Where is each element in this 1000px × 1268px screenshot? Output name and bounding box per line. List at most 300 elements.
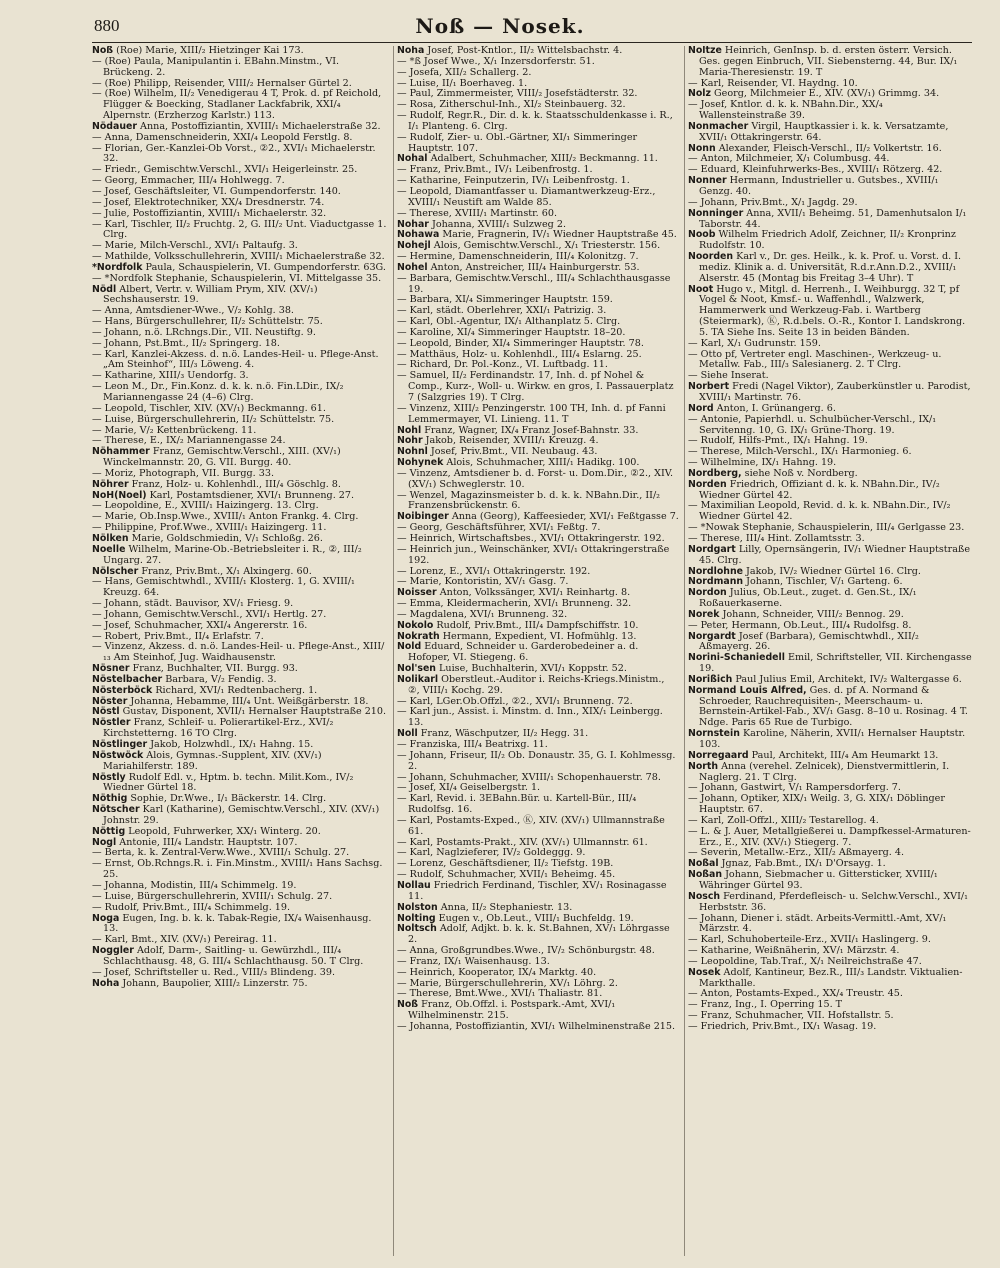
entry-surname: Nöstl (92, 706, 120, 718)
entry-surname: Noggler (92, 945, 134, 957)
entry-surname: Nonner (688, 175, 727, 187)
entry-details: — Anna, Amtsdiener-Wwe., V/₂ Kohlg. 38. (92, 305, 294, 317)
entry-details: — Julie, Postoffiziantin, XVIII/₁ Michaelerstr. 32. (92, 207, 327, 219)
entry-details: — Franz, Schuhmacher, VII. Hofstallstr. 5. (688, 1010, 894, 1022)
entry-details: — Franz, Ing., I. Operring 15. T (688, 999, 843, 1011)
entry-details: — Samuel, II/₂ Ferdinandstr. 17, Inh. d. pf Nohel & Comp., Kurz-, Woll- u. Wirkw. en gros, I. Passauerplatz 7 (Salzgries 19). T Clrg. (397, 370, 674, 403)
entry-details: Anton, I. Grünangerg. 6. (713, 402, 836, 414)
entry-details: — Johann, n.ö. LRchngs.Dir., VII. Neustiftg. 9. (92, 326, 316, 338)
entry-details: — Therese, Milch-Verschl., IX/₁ Harmonieg. 6. (688, 446, 912, 458)
entry-details: (Roe) Marie, XIII/₂ Hietzinger Kai 173. (113, 46, 304, 56)
entry-details: — Karl, X/₁ Gudrunstr. 159. (688, 337, 821, 349)
entry-details: Franz, Wagner, IX/₄ Franz Josef-Bahnstr. 33. (421, 424, 639, 436)
entry-details: — Rudolf, Regr.R., Dir. d. k. k. Staatsschuldenkasse i. R., I/₁ Planteng. 6. Clrg. (397, 110, 673, 132)
directory-entry (688, 827, 972, 849)
directory-entry (688, 686, 972, 729)
entry-details: — Leon M., Dr., Fin.Konz. d. k. k. n.ö. Fin.LDir., IX/₂ Mariannengasse 24 (4–6) Clrg. (92, 381, 344, 403)
entry-details: — Barbara, Gemischtw.Verschl., III/₄ Schlachthausgasse 19. (397, 272, 671, 295)
entry-details: — Johann, Gemischtw.Verschl., XVI/₁ Hertlg. 27. (92, 608, 327, 620)
entry-details: Leopold, Fuhrwerker, XX/₁ Winterg. 20. (125, 825, 321, 837)
directory-entry (688, 100, 972, 122)
directory-entry (92, 57, 388, 79)
entry-surname: Noll (397, 728, 418, 740)
entry-surname: Nohawa (397, 229, 440, 241)
entry-details: — Leopold, Diamantfasser u. Diamantwerkzeug-Erz., XVIII/₁ Neustift am Walde 85. (397, 185, 656, 208)
entry-details: — Mathilde, Volksschullehrerin, XVIII/₁ Michaelerstraße 32. (92, 251, 385, 263)
directory-entry (688, 122, 972, 144)
page-number: 880 (94, 16, 120, 35)
entry-surname: Nöster (92, 695, 128, 707)
directory-entry (397, 111, 679, 133)
entry-details: Richard, XVI/₁ Redtenbacherg. 1. (152, 684, 318, 696)
entry-details: Franz, Holz- u. Kohlenhdl., III/₄ Göschlg. 8. (128, 478, 341, 490)
entry-details: — Heinrich jun., Weinschänker, XVI/₁ Ottakringerstraße 192. (397, 543, 670, 566)
directory-entry (92, 773, 388, 795)
entry-details: Fredi (Nagel Viktor), Zauberkünstler u. Parodist, XVIII/₁ Martinstr. 76. (699, 381, 971, 403)
entry-details: Wilhelm Friedrich Adolf, Zeichner, II/₂ Kronprinz Rudolfstr. 10. (699, 229, 956, 252)
entry-details: — Vinzenz, Akzess. d. n.ö. Landes-Heil- u. Pflege-Anst., XIII/₁₃ Am Steinhof, Jug. Waidhausenstr. (92, 641, 385, 664)
entry-surname: Noelle (92, 543, 126, 555)
entry-details: — Hermine, Damenschneiderin, III/₄ Kolonitzg. 7. (397, 251, 639, 263)
entry-details: — Josef, Elektrotechniker, XX/₄ Dresdnerstr. 74. (92, 196, 325, 208)
entry-surname: Nohejl (397, 240, 431, 252)
entry-surname: Nohel (397, 261, 428, 273)
entry-details: Rudolf Edl. v., Hptm. b. techn. Milit.Kom., IV/₂ Wiedner Gürtel 18. (103, 771, 354, 794)
directory-entry (688, 870, 972, 892)
entry-details: Ferdinand, Pferdefleisch- u. Selchw.Verschl., XVI/₁ Herbststr. 36. (699, 890, 968, 913)
entry-details: — Karl, Postamts-Prakt., XIV. (XV/₁) Ullmannstr. 61. (397, 836, 648, 848)
entry-details: — Leopold, Tischler, XIV. (XV/₁) Beckmanng. 61. (92, 402, 326, 414)
entry-details: Adolf, Kantineur, Bez.R., III/₃ Landstr. Viktualien-Markthalle. (699, 966, 963, 989)
entry-details: Jakob, Holzwhdl., IX/₁ Hahng. 15. (147, 739, 314, 750)
entry-details: — Karl, Zoll-Offzl., XIII/₂ Testarellog. 4. (688, 814, 879, 826)
entry-details: Adalbert, Schuhmacher, XIII/₂ Beckmanng. 11. (427, 153, 658, 165)
entry-details: Eugen, Ing. b. k. k. Tabak-Regie, IX/₄ Waisenhausg. 13. (103, 912, 372, 935)
entry-details: — Heinrich, Wirtschaftsbes., XVI/₁ Ottakringerstr. 192. (397, 532, 665, 544)
directory-entry (688, 545, 972, 567)
entry-details: — Lorenz, E., XVI/₁ Ottakringerstr. 192. (397, 565, 591, 577)
directory-entry (397, 545, 679, 567)
entry-details: — Karoline, XI/₄ Simmeringer Hauptstr. 18–20. (397, 326, 626, 338)
entry-details: — Leopoldine, E., XVIII/₁ Haizingerg. 13. Clrg. (92, 500, 319, 512)
entry-details: Sophie, Dr.Wwe., I/₁ Bäckerstr. 14. Clrg. (127, 793, 327, 805)
directory-entry (688, 588, 972, 610)
entry-details: Antonie, III/₄ Landstr. Hauptstr. 107. (116, 836, 298, 848)
entry-details: — Marie, V/₂ Kettenbrückeng. 11. (92, 424, 257, 436)
entry-details: — (Roe) Paula, Manipulantin i. EBahn.Minstm., VI. Brückeng. 2. (92, 55, 340, 78)
entry-details: Franz, Ob.Offzl. i. Postspark.-Amt, XVI/₁ Wilhelminenstr. 215. (408, 999, 616, 1022)
entry-details: — Therese, E., IX/₂ Mariannengasse 24. (92, 435, 286, 447)
entry-details: — Georg, Emmacher, III/₄ Hohlwegg. 7. (92, 175, 285, 187)
entry-details: — Karl, Schuhoberteile-Erz., XVII/₁ Haslingerg. 9. (688, 934, 931, 946)
entry-details: — Robert, Priv.Bmt., II/₄ Erlafstr. 7. (92, 630, 264, 642)
entry-details: — Leopold, Binder, XI/₄ Simmeringer Hauptstr. 78. (397, 337, 644, 349)
entry-details: — Marie, Milch-Verschl., XVI/₁ Paltaufg. 3. (92, 240, 298, 252)
directory-entry (688, 415, 972, 437)
entry-details: — Peter, Hermann, Ob.Leut., III/₄ Rudolfsg. 8. (688, 619, 912, 631)
directory-entry (688, 285, 972, 339)
entry-surname: Norregaard (688, 749, 749, 761)
entry-details: — Johann, Optiker, XIX/₁ Weilg. 3, G. XIX/₁ Döblinger Hauptstr. 67. (688, 793, 945, 816)
entry-details: — Luise, Bürgerschullehrerin, XVIII/₁ Schulg. 27. (92, 890, 333, 902)
directory-entry (92, 642, 388, 664)
header-rule (92, 42, 972, 43)
directory-entry (92, 350, 388, 372)
entry-details: Johann, Siebmacher u. Gittersticker, XVIII/₁ Währinger Gürtel 93. (699, 869, 938, 891)
running-head: Noß — Nosek. (415, 14, 585, 38)
entry-surname: Noltsch (397, 923, 437, 935)
entry-details: — Antonie, Papierhdl. u. Schulbücher-Verschl., IX/₁ Servitenng. 10, G. IX/₁ Grüne-Thorg. 19. (688, 413, 937, 436)
entry-details: — Luise, Bürgerschullehrerin, II/₂ Schüttelstr. 75. (92, 413, 335, 425)
entry-details: Anna, XVII/₁ Beheimg. 51, Damenhutsalon I/₁ Taborstr. 44. (699, 207, 967, 230)
entry-surname: Nödl (92, 283, 117, 295)
entry-details: — *ß Josef Wwe., X/₁ Inzersdorferstr. 51. (397, 55, 595, 67)
entry-surname: Nol'sen (397, 663, 436, 675)
entry-details: Jakob, IV/₂ Wiedner Gürtel 16. Clrg. (742, 565, 921, 577)
entry-details: — Katharine, Feinputzerin, IV/₁ Leibenfrostg. 1. (397, 175, 630, 187)
directory-entry (92, 946, 388, 968)
directory-entry (92, 718, 388, 740)
directory-entry (688, 176, 972, 198)
entry-details: siehe Noß v. Nordberg. (741, 467, 858, 479)
entry-surname: Nöhammer (92, 446, 150, 458)
directory-entry (397, 924, 679, 946)
directory-entry (92, 144, 388, 166)
entry-details: — Georg, Geschäftsführer, XVI/₁ Feßtg. 7. (397, 522, 601, 534)
entry-surname: Nogl (92, 836, 117, 848)
entry-details: Johann, Schneider, VIII/₂ Bennog. 29. (719, 608, 904, 620)
entry-details: Wilhelm, Marine-Ob.-Betriebsleiter i. R., ②, III/₂ Ungarg. 27. (103, 543, 362, 566)
directory-entry (688, 914, 972, 936)
entry-details: — Anton, Postamts-Exped., XX/₄ Treustr. 45. (688, 988, 903, 1000)
entry-surname: Nordon (688, 587, 727, 599)
directory-entry (92, 805, 388, 827)
entry-details: Anna (verehel. Zelnicek), Dienstvermittlerin, I. Naglerg. 21. T Clrg. (699, 760, 950, 783)
entry-details: — Josef, Schuhmacher, XXI/₄ Angererstr. 16. (92, 619, 308, 631)
entry-surname: Nöstler (92, 717, 131, 729)
entry-details: Barbara, V/₂ Fendig. 3. (162, 673, 277, 685)
entry-details: — Johann, Pst.Bmt., II/₂ Springerg. 18. (92, 337, 280, 349)
entry-details: Franz, Buchhalter, VII. Burgg. 93. (129, 663, 298, 675)
directory-entry (397, 469, 679, 491)
entry-surname: Nornstein (688, 728, 740, 740)
entry-details: — Karl, Obl.-Agentur, IX/₁ Althanplatz 5. Clrg. (397, 316, 621, 328)
entry-surname: Nord (688, 402, 714, 414)
entry-details: — (Roe) Wilhelm, II/₂ Venedigerau 4 T, Prok. d. pf Reichold, Flügger & Boecking, Stadlaner Lackfabrik, XXI/₄ Alpernstr. (Erzherzog Karlstr.) 113. (92, 88, 382, 122)
entry-details: Alois, Schuhmacher, XIII/₁ Hadikg. 100. (443, 457, 640, 469)
entry-details: — Wenzel, Magazinsmeister b. d. k. k. NBahn.Dir., II/₂ Franzensbrückenstr. 6. (397, 489, 661, 512)
directory-entry (397, 881, 679, 903)
entry-surname: Nöstwöck (92, 749, 144, 761)
entry-details: — Moriz, Photograph, VII. Burgg. 33. (92, 467, 275, 479)
entry-details: — Anna, Damenschneiderin, XXI/₄ Leopold Ferstlg. 8. (92, 131, 353, 143)
entry-surname: Nohynek (397, 457, 444, 469)
entry-surname: Noga (92, 912, 120, 924)
entry-details: Paul Julius Emil, Architekt, IV/₂ Waltergasse 6. (732, 673, 962, 685)
entry-details: — Karl jun., Assist. i. Minstm. d. Inn., XIX/₁ Leinbergg. 13. (397, 706, 663, 729)
entry-details: — Ernst, Ob.Rchngs.R. i. Fin.Minstm., XVIII/₁ Hans Sachsg. 25. (92, 858, 383, 881)
entry-details: — Marie, Kontoristin, XV/₁ Gasg. 7. (397, 576, 569, 588)
directory-entry (688, 46, 972, 79)
entry-details: — Josefa, XII/₂ Schallerg. 2. (397, 66, 532, 78)
entry-surname: *Nordfolk (92, 261, 143, 273)
entry-details: — Magdalena, XVI/₁ Brunneng. 32. (397, 608, 568, 620)
entry-details: Alois, Gymnas.-Supplent, XIV. (XV/₁) Mariahilferstr. 189. (103, 749, 322, 772)
entry-details: — Karl, Kanzlei-Akzess. d. n.ö. Landes-Heil- u. Pflege-Anst. „Am Steinhof“, III/₃ Löweng. 4. (92, 348, 379, 371)
entry-surname: Nolz (688, 88, 711, 100)
entry-details: — Wilhelmine, IX/₁ Hahng. 19. (688, 457, 837, 469)
entry-details: Anna, Postoffiziantin, XVIII/₁ Michaelerstraße 32. (136, 120, 381, 132)
column-1 (92, 46, 388, 1256)
entry-surname: Nohl (397, 424, 422, 436)
columns (92, 46, 972, 1256)
entry-details: Oberstleut.-Auditor i. Reichs-Kriegs.Ministm., ②, VIII/₁ Kochg. 29. (408, 673, 665, 696)
entry-surname: Nohar (397, 218, 429, 230)
entry-details: — Karl, Revid. i. 3EBahn.Bür. u. Kartell-Bür., III/₄ Rudolfsg. 16. (397, 793, 637, 816)
entry-details: Johann, Baupolier, XIII/₂ Linzerstr. 75. (119, 977, 308, 989)
entry-details: — Marie, Bürgerschullehrerin, XV/₁ Löhrg. 2. (397, 977, 618, 989)
entry-surname: Nordmann (688, 576, 744, 588)
entry-details: — Johann, städt. Bauvisor, XV/₁ Friesg. 9. (92, 598, 294, 610)
entry-details: — Karl, Bmt., XIV. (XV/₁) Pereirag. 11. (92, 934, 277, 946)
entry-details: — Friedr., Gemischtw.Verschl., XVI/₁ Heigerleinstr. 25. (92, 164, 358, 176)
entry-details: Franz, Gemischtw.Verschl., XIII. (XV/₁) Winckelmannstr. 20, G. VII. Burgg. 40. (103, 446, 341, 469)
entry-details: Hugo v., Mitgl. d. Herrenh., I. Weihburgg. 32 T, pf Vogel & Noot, Kmsf.- u. Waffenhdl., Walzwerk, Hammerwerk und Werkzeug-Fab. i. Wartberg (Steiermark), Ⓚ, R.d.bels. O.-R., Kontor I. Landskrong. 5. TA Siehe Ins. Seite 13 in beiden Bänden. (699, 283, 966, 338)
entry-details: — Therese, III/₄ Hint. Zollamtsstr. 3. (688, 532, 865, 544)
entry-details: — Katharine, Weißnäherin, XV/₁ Märzstr. 4. (688, 945, 900, 957)
entry-details: Adolf, Darm-, Saitling- u. Gewürzhdl., III/₄ Schlachthausg. 48, G. III/₄ Schlachthausg. 50. T Clrg. (103, 945, 364, 967)
entry-details: — Barbara, XI/₄ Simmeringer Hauptstr. 159. (397, 294, 613, 306)
entry-details: — Emma, Kleidermacherin, XVI/₁ Brunneng. 32. (397, 598, 632, 610)
entry-details: Adolf, Adjkt. b. k. k. St.Bahnen, XV/₁ Löhrgasse 2. (408, 923, 670, 946)
entry-surname: Noibinger (397, 511, 449, 523)
directory-entry (92, 914, 388, 936)
entry-details: — Otto pf, Vertreter engl. Maschinen-, Werkzeug- u. Metallw. Fab., III/₃ Salesianerg. 2. T Clrg. (688, 348, 942, 371)
entry-details: — Philippine, Prof.Wwe., XVIII/₁ Haizingerg. 11. (92, 522, 327, 534)
entry-surname: NoH(Noel) (92, 489, 147, 501)
entry-surname: Norini-Schaniedell (688, 652, 785, 664)
entry-details: — Katharine, XIII/₃ Uendorfg. 3. (92, 370, 249, 382)
directory-entry (688, 794, 972, 816)
entry-surname: Nokrath (397, 630, 440, 642)
entry-details: Friedrich, Offiziant d. k. k. NBahn.Dir., IV/₂ Wiedner Gürtel 42. (699, 478, 940, 501)
directory-entry (688, 632, 972, 654)
entry-details: Josef, Post-Kntlor., II/₂ Wittelsbachstr. 4. (424, 46, 623, 56)
entry-details: — Karl, Reisender, VI. Haydng. 10. (688, 77, 858, 89)
entry-details: — Josef, XI/₄ Geiselbergstr. 1. (397, 782, 541, 794)
entry-details: — Richard, Dr. Pol.-Konz., VI. Luftbadg. 11. (397, 359, 608, 371)
entry-details: Karl (Katharine), Gemischtw.Verschl., XIV. (XV/₁) Johnstr. 29. (103, 804, 380, 826)
entry-details: Gustav, Disponent, XVII/₁ Hernalser Hauptstraße 210. (119, 706, 387, 718)
entry-details: Marie, Goldschmiedin, V/₁ Schloßg. 26. (128, 532, 323, 544)
entry-details: — Florian, Ger.-Kanzlei-Ob Vorst., ②2., XVI/₁ Michaelerstr. 32. (92, 142, 376, 165)
entry-surname: Noha (397, 46, 425, 56)
entry-details: — L. & J. Auer, Metallgießerei u. Dampfkessel-Armaturen-Erz., E., XIV. (XV/₁) Stiegerg. 7. (688, 825, 971, 848)
entry-surname: Nold (397, 641, 422, 653)
entry-details: — Berta, k. k. Zentral-Verw.Wwe., XVIII/₁ Schulg. 27. (92, 847, 350, 859)
entry-details: Franz, Wäschputzer, II/₂ Hegg. 31. (417, 728, 589, 740)
entry-details: — Franz, IX/₁ Waisenhausg. 13. (397, 955, 550, 967)
entry-details: — Josef, Kntlor. d. k. k. NBahn.Dir., XX/₄ Wallensteinstraße 39. (688, 99, 883, 122)
entry-surname: Nohal (397, 153, 428, 165)
directory-entry (397, 404, 679, 426)
directory-entry (397, 707, 679, 729)
entry-details: — Paul, Zimmermeister, VIII/₂ Josefstädterstr. 32. (397, 88, 638, 100)
entry-details: — Johann, Schuhmacher, XVIII/₁ Schopenhauerstr. 78. (397, 771, 661, 783)
entry-details: Alois, Gemischtw.Verschl., X/₁ Triesterstr. 156. (430, 240, 661, 252)
entry-details: — Eduard, Kleinfuhrwerks-Bes., XVIII/₁ Rötzerg. 42. (688, 164, 943, 176)
entry-details: Franz, Priv.Bmt., X/₁ Alxingerg. 60. (138, 565, 312, 577)
entry-surname: Noha (92, 977, 120, 989)
entry-details: — Rudolf, Schuhmacher, XVII/₁ Beheimg. 45. (397, 869, 616, 881)
entry-surname: Nöttig (92, 825, 126, 837)
entry-surname: Noß (397, 999, 419, 1011)
entry-details: Virgil, Hauptkassier i. k. k. Versatzamte, XVII/₁ Ottakringerstr. 64. (699, 120, 949, 143)
entry-details: Eugen v., Ob.Leut., VIII/₁ Buchfeldg. 19. (435, 912, 634, 924)
entry-details: Karl, Postamtsdiener, XVI/₁ Brunneng. 27. (146, 489, 355, 501)
entry-details: Anton, Anstreicher, III/₄ Hainburgerstr. 53. (427, 261, 640, 273)
entry-details: Karl v., Dr. ges. Heilk., k. k. Prof. u. Vorst. d. I. mediz. Klinik a. d. Universität, R.d.r.Ann.D.2., XVIII/₁ Alserstr. 45 (Montag bis Freitag 3–4 Uhr). T (699, 251, 962, 284)
directory-entry (688, 968, 972, 990)
entry-surname: Noltze (688, 46, 722, 56)
entry-details: Rudolf, Priv.Bmt., III/₄ Dampfschiffstr. 10. (433, 619, 639, 631)
entry-surname: Norgardt (688, 630, 736, 642)
entry-surname: Nolting (397, 912, 436, 924)
entry-surname: Norek (688, 608, 720, 620)
entry-details: — Franz, Priv.Bmt., IV/₁ Leibenfrostg. 1. (397, 164, 593, 176)
entry-surname: Nosek (688, 966, 721, 978)
entry-details: Anna, II/₂ Stephaniestr. 13. (437, 901, 573, 913)
entry-surname: Nöstly (92, 771, 126, 783)
entry-details: — Johann, Priv.Bmt., X/₁ Jagdg. 29. (688, 196, 858, 208)
entry-details: Johann, Tischler, V/₁ Garteng. 6. (743, 576, 903, 588)
directory-entry (688, 1022, 972, 1033)
entry-details: — Friedrich, Priv.Bmt., IX/₁ Wasag. 19. (688, 1020, 877, 1032)
entry-surname: Nolston (397, 901, 438, 913)
entry-details: — Franziska, III/₄ Beatrixg. 11. (397, 739, 548, 750)
entry-details: — Hans, Bürgerschullehrer, II/₂ Schüttelstr. 75. (92, 316, 323, 328)
entry-surname: Nölken (92, 532, 129, 544)
entry-surname: Normand Louis Alfred, (688, 684, 807, 696)
entry-details: — Siehe Inserat. (688, 370, 769, 382)
entry-details: — Rosa, Zitherschul-Inh., XI/₂ Steinbauerg. 32. (397, 99, 626, 111)
entry-details: Josef (Barbara), Gemischtwhdl., XII/₂ Aßmayerg. 26. (699, 630, 919, 653)
entry-surname: Nöstlinger (92, 739, 148, 750)
entry-details: — Karl, Naglzieferer, IV/₂ Goldeggg. 9. (397, 847, 586, 859)
entry-surname: Norißich (688, 673, 733, 685)
entry-details: Jgnaz, Fab.Bmt., IX/₁ D'Orsayg. 1. (718, 858, 886, 870)
entry-details: — Maximilian Leopold, Revid. d. k. k. NBahn.Dir., IV/₂ Wiedner Gürtel 42. (688, 500, 951, 523)
entry-surname: Norbert (688, 381, 730, 393)
directory-entry (92, 285, 388, 307)
entry-details: — Anna, Großgrundbes.Wwe., IV/₂ Schönburgstr. 48. (397, 945, 655, 957)
entry-details: Karoline, Näherin, XVII/₁ Hernalser Hauptstr. 103. (699, 728, 966, 750)
entry-details: Alexander, Fleisch-Verschl., II/₂ Volkertstr. 16. (715, 142, 942, 154)
entry-details: — Vinzenz, XIII/₂ Penzingerstr. 100 TH, Inh. d. pf Fanni Lemmermayer, VI. Linieng. 11. T (397, 402, 666, 425)
directory-entry (397, 1000, 679, 1022)
entry-surname: Noot (688, 283, 714, 295)
column-3 (684, 46, 972, 1256)
entry-details: Johanna, XVIII/₁ Sulzweg 2. (428, 218, 567, 230)
entry-surname: North (688, 760, 719, 772)
directory-entry (397, 1022, 679, 1033)
entry-details: — Hans, Gemischtwhdl., XVIII/₁ Klosterg. 1, G. XVIII/₁ Kreuzg. 64. (92, 576, 355, 599)
entry-details: — Matthäus, Holz- u. Kohlenhdl., III/₄ Eslarng. 25. (397, 348, 642, 360)
directory-entry (688, 252, 972, 285)
entry-details: Paula, Schauspielerin, VI. Gumpendorferstr. 63G. (142, 261, 386, 273)
entry-details: Marie, Fragnerin, IV/₁ Wiedner Hauptstraße 45. (439, 229, 677, 241)
directory-entry (92, 859, 388, 881)
entry-details: Georg, Milchmeier E., XIV. (XV/₁) Grimmg. 34. (710, 88, 940, 100)
column-2 (393, 46, 679, 1256)
entry-details: — Leopoldine, Tab.Traf., X/₁ Neilreichstraße 47. (688, 955, 922, 967)
entry-details: — Johann, Gastwirt, V/₁ Rampersdorferg. 7. (688, 782, 901, 794)
entry-surname: Noßal (688, 858, 719, 870)
entry-details: — Johanna, Postoffiziantin, XVI/₁ Wilhelminenstraße 215. (397, 1020, 676, 1032)
entry-details: — Therese, XVIII/₁ Martinstr. 60. (397, 207, 558, 219)
entry-details: — Josef, Schriftsteller u. Red., VIII/₃ Blindeng. 39. (92, 966, 336, 978)
entry-details: — Johanna, Modistin, III/₄ Schimmelg. 19. (92, 879, 297, 891)
entry-details: Hermann, Industrieller u. Gutsbes., XVIII/₁ Genzg. 40. (699, 175, 939, 197)
directory-entry (397, 816, 679, 838)
entry-surname: Noisser (397, 587, 437, 599)
directory-entry (397, 187, 679, 209)
entry-details: Anna (Georg), Kaffeesieder, XVI/₁ Feßtgasse 7. (448, 511, 679, 523)
directory-entry (397, 675, 679, 697)
directory-entry (92, 89, 388, 122)
directory-entry (688, 382, 972, 404)
directory-entry (92, 545, 388, 567)
entry-details: — Rudolf, Zier- u. Obl.-Gärtner, XI/₁ Simmeringer Hauptstr. 107. (397, 131, 638, 154)
entry-details: Jakob, Reisender, XVIII/₁ Kreuzg. 4. (422, 435, 599, 447)
entry-details: — Vinzenz, Amtsdiener b. d. Forst- u. Dom.Dir., ②2., XIV. (XV/₁) Schweglerstr. 10. (397, 467, 674, 490)
directory-entry (92, 447, 388, 469)
directory-entry (397, 274, 679, 296)
directory-entry (688, 653, 972, 675)
entry-details: Franz, Schleif- u. Polierartikel-Erz., XVI/₂ Kirchstetterng. 16 TO Clrg. (103, 717, 334, 740)
directory-entry (397, 491, 679, 513)
directory-entry (688, 230, 972, 252)
directory-entry (397, 794, 679, 816)
entry-surname: Nosch (688, 890, 721, 902)
entry-surname: Nonn (688, 142, 716, 154)
entry-details: — Marie, Ob.Insp.Wwe., XVIII/₁ Anton Frankg. 4. Clrg. (92, 511, 359, 523)
entry-surname: Nonninger (688, 207, 744, 219)
entry-surname: Nölscher (92, 565, 139, 577)
entry-details: Friedrich Ferdinand, Tischler, XV/₁ Rosinagasse 11. (408, 879, 667, 902)
entry-details: Heinrich, GenInsp. b. d. ersten österr. Versich. Ges. gegen Einbruch, VII. Siebensterng. 44, Bur. IX/₁ Maria-Theresienstr. 19. T (699, 46, 958, 78)
entry-surname: Nordberg, (688, 467, 742, 479)
entry-surname: Nöthig (92, 793, 128, 805)
entry-surname: Nohnl (397, 446, 428, 458)
entry-surname: Nösner (92, 663, 130, 675)
entry-details: Ges. d. pf A. Normand & Schroeder, Rauchrequisiten-, Meerschaum- u. Bernstein-Artikel-Fab., XV/₁ Gasg. 8–10 u. Rosinag. 4 T. Ndge. Paris 65 Rue de Turbigo. (699, 684, 968, 729)
directory-entry (397, 371, 679, 404)
entry-surname: Nolikarl (397, 673, 439, 685)
entry-details: Hermann, Expedient, VI. Hofmühlg. 13. (439, 630, 637, 642)
entry-details: — Lorenz, Geschäftsdiener, II/₂ Tiefstg. 19B. (397, 858, 614, 870)
entry-details: — Rudolf, Hilfs-Pmt., IX/₁ Hahng. 19. (688, 435, 868, 447)
entry-details: Josef, Priv.Bmt., VII. Neubaug. 43. (427, 446, 598, 458)
entry-surname: Noob (688, 229, 716, 241)
entry-surname: Nödauer (92, 120, 137, 132)
directory-entry (688, 209, 972, 231)
entry-surname: Nöstelbacher (92, 673, 163, 685)
entry-details: Julius, Ob.Leut., zuget. d. Gen.St., IX/₁ Roßauerkaserne. (699, 587, 917, 610)
entry-details: — Severin, Metallw.-Erz., XII/₂ Aßmayerg. 4. (688, 847, 905, 859)
entry-details: — Karl, städt. Oberlehrer, XXI/₁ Patrizig. 3. (397, 305, 607, 317)
entry-details: — Karl, Tischler, II/₂ Fruchtg. 2, G. III/₂ Unt. Viaductgasse 1. Clrg. (92, 218, 387, 241)
